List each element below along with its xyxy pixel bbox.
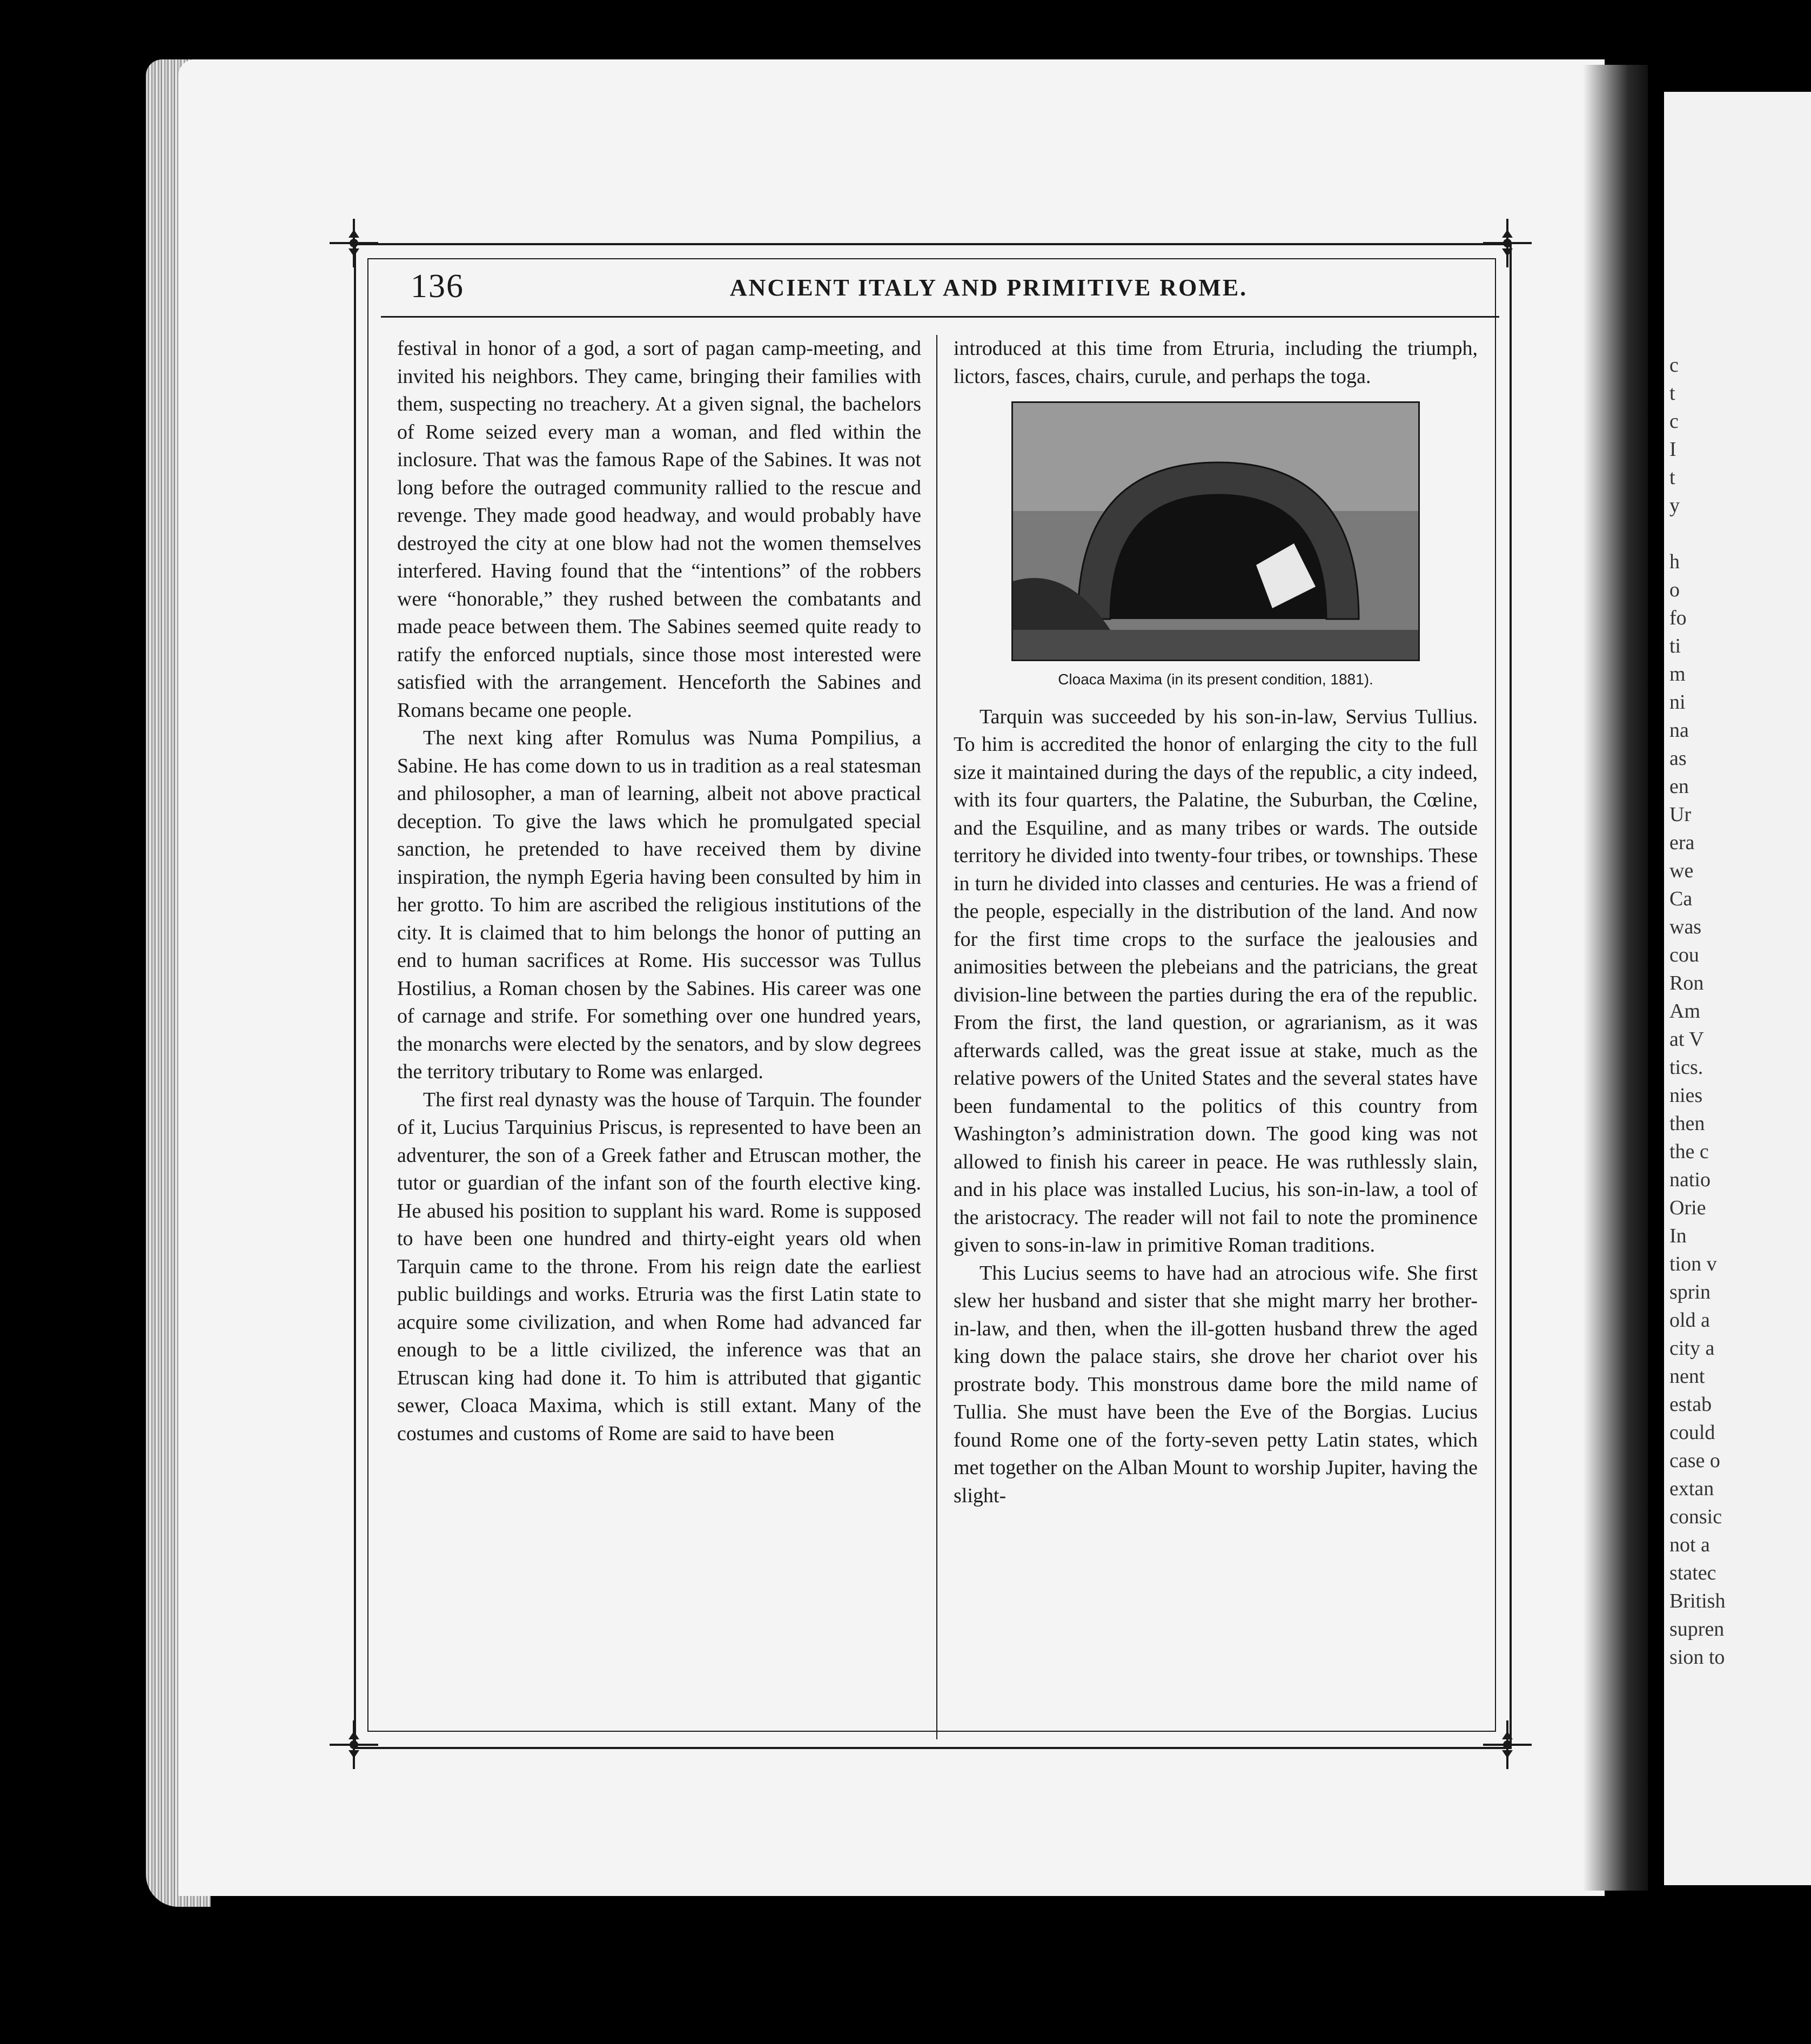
next-page-fragment: statec: [1669, 1562, 1716, 1584]
next-page-fragment: sprin: [1669, 1281, 1711, 1303]
next-page-fragment: en: [1669, 775, 1689, 798]
next-page-fragment: as: [1669, 747, 1687, 770]
next-page-fragment: na: [1669, 719, 1689, 742]
running-head: ANCIENT ITALY AND PRIMITIVE ROME.: [729, 274, 1248, 301]
next-page-fragment: was: [1669, 916, 1702, 938]
next-page-fragment: h: [1669, 550, 1680, 573]
column-divider: [936, 335, 937, 1739]
next-page-fragment: fo: [1669, 607, 1687, 629]
next-page-fragment: nies: [1669, 1084, 1703, 1107]
next-page-fragment: not a: [1669, 1534, 1710, 1556]
gutter-shadow: [1583, 65, 1648, 1891]
next-page-fragment: we: [1669, 859, 1694, 882]
next-page-fragment: Ca: [1669, 887, 1693, 910]
paragraph: The first real dynasty was the house of Tarquin. The founder of it, Lucius Tarquinius Priscus, is represented to have been an adventurer, the son of a Greek father and Etruscan mother, the tutor or guardian of the infant son of the fourth elective king. He abused his position to supplant his ward. Rome is supposed to have been one hundred and thirty-eight years old when Tarquin came to the throne. From his reign date the earliest public buildings and works. Etruria was the first Latin state to acquire some civilization, and when Rome had advanced far enough to be a little civilized, the inference was that an Etruscan king had done it. To him is attributed that gigantic sewer, Cloaca Maxima, which is still extant. Many of the costumes and customs of Rome are said to have been: [397, 1088, 921, 1445]
page-header: [378, 267, 1502, 316]
next-page-fragment: ti: [1669, 635, 1681, 657]
next-page-fragment: sion to: [1669, 1646, 1725, 1669]
paragraph: This Lucius seems to have had an atrocious wife. She first slew her husband and sister that she might marry her brother-in-law, and then, when the ill-gotten husband threw the aged king down the palace stairs, she drove her chariot over his prostrate body. This monstrous dame bore the mild name of Tullia. She must have been the Eve of the Borgias. Lucius found Rome one of the forty-seven petty Latin states, which met together on the Alban Mount to worship Jupiter, having the slight-: [954, 1261, 1478, 1507]
page-number: 136: [411, 268, 464, 305]
next-page-fragment: consic: [1669, 1505, 1722, 1528]
next-page-fragment: could: [1669, 1421, 1715, 1444]
next-page-fragment: cou: [1669, 944, 1699, 966]
corner-ornament-icon: [1483, 1720, 1532, 1769]
next-page-fragment: extan: [1669, 1477, 1714, 1500]
next-page-fragment: m: [1669, 663, 1686, 685]
next-page-fragment: natio: [1669, 1168, 1711, 1191]
next-page-fragment: In: [1669, 1225, 1687, 1247]
next-page-text-fragments: [1669, 351, 1811, 1756]
next-page-fragment: city a: [1669, 1337, 1715, 1360]
next-page-fragment: tion v: [1669, 1253, 1717, 1275]
next-page-fragment: Ron: [1669, 972, 1704, 994]
next-page-fragment: o: [1669, 579, 1680, 601]
paragraph: The next king after Romulus was Numa Pompilius, a Sabine. He has come down to us in tradition as a real statesman and philosopher, a man of learning, albeit not above practical deception. To give the laws which he promulgated special sanction, he pretended to have received them by divine inspiration, the nymph Egeria having been consulted by him in her grotto. To him are ascribed the religious institutions of the city. It is claimed that to him belongs the honor of putting an end to human sacrifices at Rome. His successor was Tullus Hostilius, a Roman chosen by the Sabines. His career was one of carnage and strife. For something over one hundred years, the monarchs were elected by the senators, and by slow degrees the territory tributary to Rome was enlarged.: [397, 727, 921, 1083]
figure-caption: Cloaca Maxima (in its present condition, 1881).: [1058, 671, 1373, 688]
next-page-fragment: c: [1669, 354, 1679, 376]
next-page-fragment: then: [1669, 1112, 1705, 1135]
paragraph: introduced at this time from Etruria, including the triumph, lictors, fasces, chairs, curule, and perhaps the toga.: [954, 337, 1478, 388]
next-page-fragment: Ur: [1669, 803, 1692, 826]
header-rule: [381, 316, 1499, 318]
next-page-fragment: era: [1669, 831, 1695, 854]
next-page-fragment: the c: [1669, 1140, 1709, 1163]
corner-ornament-icon: [330, 1720, 378, 1769]
next-page-fragment: t: [1669, 466, 1675, 489]
next-page-fragment: case o: [1669, 1449, 1720, 1472]
next-page-fragment: [1669, 520, 1811, 548]
next-page-fragment: ni: [1669, 691, 1686, 714]
left-text-column: [397, 335, 921, 1448]
next-page-fragment: tics.: [1669, 1056, 1703, 1079]
next-page-fragment: British: [1669, 1590, 1726, 1612]
right-text-column: [954, 335, 1478, 1510]
corner-ornament-icon: [1483, 219, 1532, 267]
next-page-fragment: supren: [1669, 1618, 1725, 1640]
next-page-fragment: at V: [1669, 1028, 1704, 1051]
paragraph: Tarquin was succeeded by his son-in-law, Servius Tullius. To him is accredited the honor of enlarging the city to the full size it maintained during the days of the republic, a city indeed, with its four quarters, the Palatine, the Suburban, the Cœline, and the Esquiline, and as many tribes or wards. The outside territory he divided into twenty-four tribes, or townships. These in turn he divided into classes and centuries. He was a friend of the people, especially in the distribution of the land. And now for the first time crops to the surface the jealousies and animosities between the plebeians and the patricians, the great division-line between the parties during the era of the republic. From the first, the land question, or agrarianism, as it was afterwards called, was the great issue at stake, much as the relative powers of the United States and the several states have been fundamental to the politics of this country from Washington’s administration down. The good king was not allowed to finish his career in peace. He was ruthlessly slain, and in his place was installed Lucius, his son-in-law, a tool of the aristocracy. The reader will not fail to note the prominence given to sons-in-law in primitive Roman traditions.: [954, 705, 1478, 1256]
cloaca-maxima-engraving: [1011, 401, 1420, 661]
next-page-fragment: old a: [1669, 1309, 1710, 1332]
next-page-fragment: estab: [1669, 1393, 1712, 1416]
next-page-fragment: I: [1669, 438, 1676, 461]
next-page-fragment: Orie: [1669, 1196, 1706, 1219]
next-page-fragment: y: [1669, 494, 1680, 517]
next-page-fragment: Am: [1669, 1000, 1700, 1023]
paragraph: festival in honor of a god, a sort of pagan camp-meeting, and invited his neighbors. They came, bringing their families with them, suspecting no treachery. At a given signal, the bachelors of Rome seized every man a woman, and fled within the inclosure. That was the famous Rape of the Sabines. It was not long before the outraged community rallied to the rescue and revenge. They made good headway, and would probably have destroyed the city at one blow had not the women themselves interfered. Having found that the “intentions” of the robbers were “honorable,” they rushed between the combatants and made peace between them. The Sabines seemed quite ready to ratify the enforced nuptials, since those most interested were satisfied with the arrangement. Henceforth the Sabines and Romans became one people.: [397, 337, 921, 722]
next-page-fragment: t: [1669, 382, 1675, 405]
next-page-fragment: nent: [1669, 1365, 1705, 1388]
corner-ornament-icon: [330, 219, 378, 267]
next-page-fragment: c: [1669, 410, 1679, 433]
